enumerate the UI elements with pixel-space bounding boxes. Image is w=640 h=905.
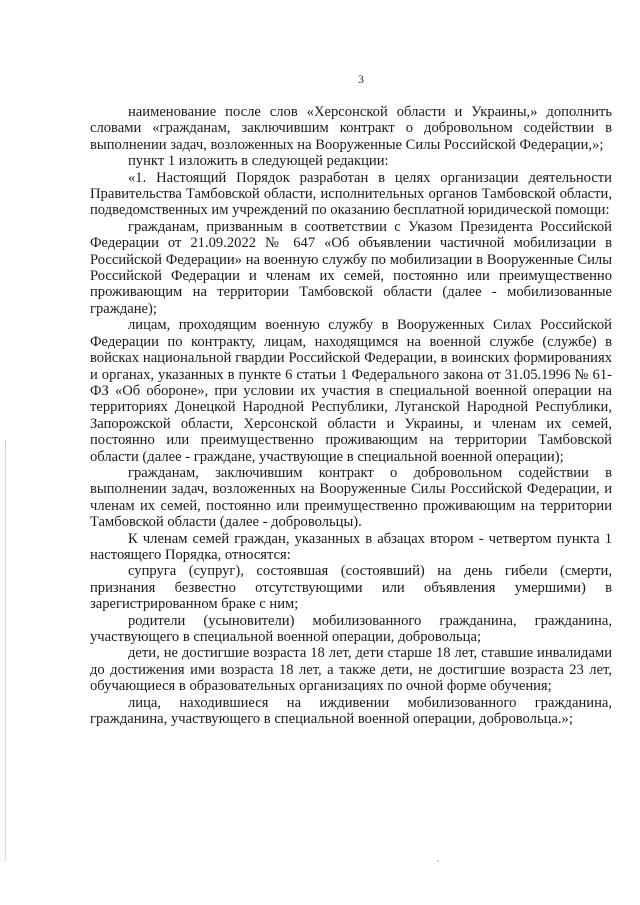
paragraph: «1. Настоящий Порядок разработан в целях организации деятельности Правительства Тамбовской области, исполнительных органов Тамбовской области, подведомственных им учреждений по оказанию бесплатной юридической помощи: (90, 169, 612, 219)
scan-edge-marks (5, 440, 8, 860)
scan-speck (437, 860, 439, 862)
paragraph: супруга (супруг), состоявшая (состоявший) на день гибели (смерти, признания безвестно отсутствующими или объявления умершими) в зарегистрированном браке с ним; (90, 563, 612, 613)
paragraph: родители (усыновители) мобилизованного гражданина, гражданина, участвующего в специальной военной операции, добровольца; (90, 612, 612, 645)
document-body (90, 104, 612, 727)
paragraph: лица, находившиеся на иждивении мобилизованного гражданина, гражданина, участвующего в специальной военной операции, добровольца.»; (90, 694, 612, 728)
paragraph: наименование после слов «Херсонской области и Украины,» дополнить словами «гражданам, заключившим контракт о добровольном содействии в выполнении задач, возложенных на Вооруженные Силы Российской Федерации,»; (90, 104, 612, 153)
paragraph: дети, не достигшие возраста 18 лет, дети старше 18 лет, ставшие инвалидами до достижения ими возраста 18 лет, а также дети, не достигшие возраста 23 лет, обучающиеся в образовательных организациях по очной форме обучения; (90, 645, 612, 695)
paragraph: пункт 1 изложить в следующей редакции: (128, 153, 389, 170)
page-number: 3 (358, 72, 364, 86)
paragraph: гражданам, призванным в соответствии с Указом Президента Российской Федерации от 21.09.2022 № 647 «Об объявлении частичной мобилизации в Российской Федерации» на военную службу по мобилизации в Вооруженные Силы Российской Федерации и членам их семей, постоянно или преимущественно проживающим на территории Тамбовской области (далее - мобилизованные граждане); (90, 218, 612, 317)
paragraph: гражданам, заключившим контракт о добровольном содействии в выполнении задач, возложенных на Вооруженные Силы Российской Федерации, и членам их семей, постоянно или преимущественно проживающим на территории Тамбовской области (далее - добровольцы). (90, 464, 612, 531)
paragraph: К членам семей граждан, указанных в абзацах втором - четвертом пункта 1 настоящего Порядка, относятся: (90, 530, 612, 563)
paragraph: лицам, проходящим военную службу в Вооруженных Силах Российской Федерации по контракту, лицам, находящимся на военной службе (службе) в войсках национальной гвардии Российской Федерации, в воинских формированиях и органах, указанных в пункте 6 статьи 1 Федерального закона от 31.05.1996 № 61-ФЗ «Об обороне», при условии их участия в специальной военной операции на территориях Донецкой Народной Республики, Луганской Народной Республики, Запорожской области, Херсонской области и Украины, и членам их семей, постоянно или преимущественно проживающим на территории Тамбовской области (далее - граждане, участвующие в специальной военной операции); (90, 317, 612, 465)
